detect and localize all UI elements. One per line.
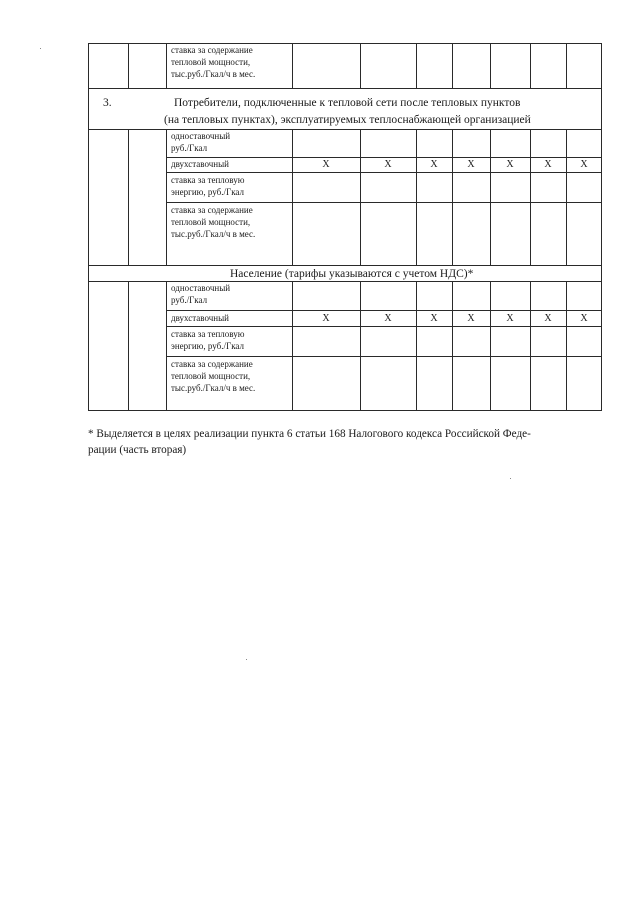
table-line	[360, 281, 361, 411]
x-mark: X	[580, 159, 588, 170]
row-label-capacity: тыс.руб./Гкал/ч в мес.	[171, 383, 256, 393]
table-line	[490, 129, 491, 266]
table-border-right	[601, 43, 602, 411]
table-line	[416, 129, 417, 266]
scan-speck	[246, 659, 247, 660]
table-line	[360, 129, 361, 266]
table-line	[452, 43, 453, 89]
table-line	[166, 202, 602, 203]
population-title: Население (тарифы указываются с учетом НДС)*	[230, 268, 474, 280]
table-line	[166, 326, 602, 327]
x-mark: X	[384, 159, 392, 170]
table-line	[128, 281, 129, 411]
table-line	[452, 129, 453, 266]
x-mark: X	[430, 313, 438, 324]
row-label-capacity: ставка за содержание	[171, 205, 253, 215]
table-line	[166, 157, 602, 158]
table-line	[166, 310, 602, 311]
table-line	[292, 43, 293, 89]
row-label-two-rate: двухставочный	[171, 313, 229, 323]
table-line	[530, 281, 531, 411]
footnote: * Выделяется в целях реализации пункта 6 статьи 168 Налогового кодекса Российской Феде-	[88, 428, 531, 440]
table-line	[292, 281, 293, 411]
row-label-capacity: ставка за содержание	[171, 359, 253, 369]
table-line	[166, 43, 167, 89]
table-line	[530, 129, 531, 266]
scan-speck	[510, 478, 511, 479]
row-label-capacity: тепловой мощности,	[171, 371, 251, 381]
row-label-capacity: тыс.руб./Гкал/ч в мес.	[171, 69, 256, 79]
row-label-one-rate: руб./Гкал	[171, 143, 208, 153]
table-line	[360, 43, 361, 89]
table-line	[128, 129, 129, 266]
row-label-two-rate: двухставочный	[171, 159, 229, 169]
x-mark: X	[506, 313, 514, 324]
row-label-capacity: тыс.руб./Гкал/ч в мес.	[171, 229, 256, 239]
row-label-one-rate: одноставочный	[171, 283, 231, 293]
table-line	[128, 43, 129, 89]
table-border-left	[88, 43, 89, 411]
table-line	[416, 281, 417, 411]
row-label-energy: ставка за тепловую	[171, 175, 245, 185]
x-mark: X	[430, 159, 438, 170]
row-label-energy: ставка за тепловую	[171, 329, 245, 339]
table-line	[166, 281, 167, 411]
row-label-capacity: тепловой мощности,	[171, 217, 251, 227]
row-label-capacity: тепловой мощности,	[171, 57, 251, 67]
table-line	[566, 281, 567, 411]
row-label-one-rate: одноставочный	[171, 131, 231, 141]
table-line	[566, 129, 567, 266]
x-mark: X	[384, 313, 392, 324]
table-line	[166, 172, 602, 173]
x-mark: X	[506, 159, 514, 170]
x-mark: X	[322, 159, 330, 170]
row-label-energy: энергию, руб./Гкал	[171, 341, 245, 351]
x-mark: X	[544, 159, 552, 170]
x-mark: X	[467, 159, 475, 170]
section-title: Потребители, подключенные к тепловой сети после тепловых пунктов	[174, 97, 521, 109]
row-label-one-rate: руб./Гкал	[171, 295, 208, 305]
x-mark: X	[467, 313, 475, 324]
table-line	[530, 43, 531, 89]
table-line	[490, 43, 491, 89]
section-title: (на тепловых пунктах), эксплуатируемых теплоснабжающей организацией	[164, 114, 531, 126]
row-label-energy: энергию, руб./Гкал	[171, 187, 245, 197]
section-number: 3.	[103, 97, 112, 109]
x-mark: X	[322, 313, 330, 324]
table-line	[166, 356, 602, 357]
row-label-capacity: ставка за содержание	[171, 45, 253, 55]
scan-speck	[40, 48, 41, 49]
table-line	[452, 281, 453, 411]
table-line	[490, 281, 491, 411]
table-line	[292, 129, 293, 266]
footnote: рации (часть вторая)	[88, 444, 187, 456]
table-line	[166, 129, 167, 266]
table-line	[416, 43, 417, 89]
table-line	[566, 43, 567, 89]
x-mark: X	[544, 313, 552, 324]
x-mark: X	[580, 313, 588, 324]
